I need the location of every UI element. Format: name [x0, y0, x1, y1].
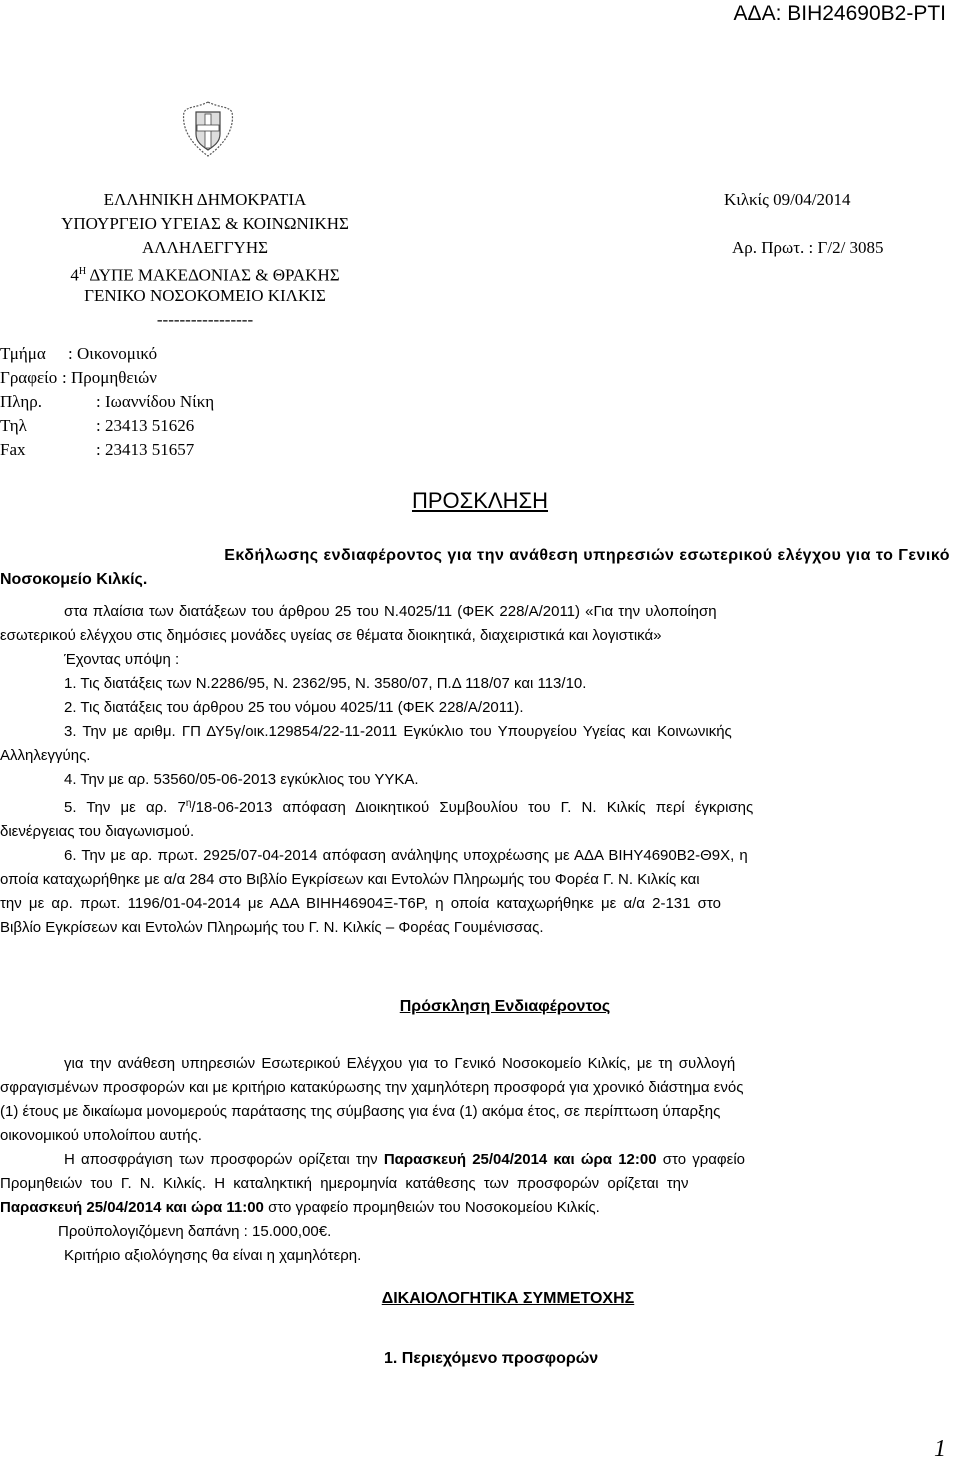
- contact-value: : Ιωαννίδου Νίκη: [96, 392, 215, 411]
- page-title-text: ΠΡΟΣΚΛΗΣΗ: [411, 488, 549, 513]
- contact-row: [0, 342, 420, 366]
- law-line: στα πλαίσια των διατάξεων του άρθρου 25 του Ν.4025/11 (ΦΕΚ 228/Α/2011) «Για την υλοποίηση: [64, 603, 717, 620]
- invitation-heading: [0, 998, 960, 1016]
- opening-paragraph: [0, 1148, 950, 1268]
- section-heading: [384, 1350, 598, 1368]
- list-item-text: 5. Την με αρ. 7: [64, 799, 186, 816]
- page-number: 1: [934, 1436, 946, 1462]
- paragraph-line: για την ανάθεση υπηρεσιών Εσωτερικού Ελέγχου για το Γενικό Νοσοκομείο Κιλκίς, με τη συλλογή: [64, 1055, 736, 1072]
- invitation-heading-text: Πρόσκληση Ενδιαφέροντος: [399, 998, 611, 1015]
- paragraph-line: οικονομικού υπολοίπου αυτής.: [0, 1127, 202, 1144]
- document-date: Κιλκίς 09/04/2014: [724, 190, 851, 209]
- list-item: 3. Την με αριθμ. ΓΠ ΔΥ5γ/οικ.129854/22-11-2011 Εγκύκλιο του Υπουργείου Υγείας και Κοινωνικής: [64, 723, 732, 740]
- list-item-cont: Αλληλεγγύης.: [0, 747, 91, 764]
- contact-label: Γραφείο: [0, 368, 58, 387]
- header-hospital: ΓΕΝΙΚΟ ΝΟΣΟΚΟΜΕΙΟ ΚΙΛΚΙΣ: [84, 286, 326, 305]
- contact-row: [0, 438, 420, 462]
- considering-label: Έχοντας υπόψη :: [64, 651, 180, 668]
- documents-heading-text: ΔΙΚΑΙΟΛΟΓΗΤΙΚΑ ΣΥΜΜΕΤΟΧΗΣ: [381, 1290, 635, 1307]
- paragraph-line: [0, 1196, 950, 1220]
- paragraph-line: σφραγισμένων προσφορών και με κριτήριο κατακύρωσης την χαμηλότερη προσφορά για χρονικό διάστημα ενός: [0, 1079, 744, 1096]
- header-region-num: 4: [70, 265, 79, 285]
- list-item: 6. Την με αρ. πρωτ. 2925/07-04-2014 απόφαση ανάληψης υποχρέωσης με ΑΔΑ ΒΙΗΥ4690Β2-Θ9Χ, η: [64, 847, 748, 864]
- legal-basis: [0, 600, 950, 940]
- list-item-cont: διενέργειας του διαγωνισμού.: [0, 823, 195, 840]
- contact-row: [0, 414, 420, 438]
- contact-label: Πληρ.: [0, 392, 42, 411]
- subtitle-line: Νοσοκομείο Κιλκίς.: [0, 571, 148, 588]
- criterion-line: Κριτήριο αξιολόγησης θα είναι η χαμηλότερη.: [64, 1247, 362, 1264]
- paragraph-line: [0, 1148, 950, 1172]
- header-region: [0, 260, 410, 284]
- list-item: 1. Τις διατάξεις των Ν.2286/95, Ν. 2362/95, Ν. 3580/07, Π.Δ 118/07 και 113/10.: [64, 675, 587, 692]
- subtitle-line: Εκδήλωσης ενδιαφέροντος για την ανάθεση υπηρεσιών εσωτερικού ελέγχου για το Γενικό: [224, 547, 950, 564]
- ada-code: ΑΔΑ: ΒΙΗ24690Β2-ΡΤΙ: [733, 2, 946, 25]
- contacts-block: [0, 342, 420, 462]
- header-block: [0, 188, 410, 332]
- list-item-cont: Βιβλίο Εγκρίσεων και Εντολών Πληρωμής του Γ. Ν. Κιλκίς – Φορέας Γουμένισσας.: [0, 919, 544, 936]
- paragraph-line: Προμηθειών του Γ. Ν. Κιλκίς. Η καταληκτική ημερομηνία κατάθεσης των προσφορών ορίζεται την: [0, 1175, 689, 1192]
- contact-row: [0, 366, 420, 390]
- contact-row: [0, 390, 420, 414]
- contact-value: : 23413 51657: [96, 440, 195, 459]
- deadline-date: Παρασκευή 25/04/2014 και ώρα 11:00: [0, 1199, 264, 1216]
- list-item-text: /18-06-2013 απόφαση Διοικητικού Συμβουλίου του Γ. Ν. Κιλκίς περί έγκρισης: [191, 799, 754, 816]
- paragraph-line: (1) έτους με δικαίωμα μονομερούς παράτασης της σύμβασης για ένα (1) ακόμα έτος, σε περίπτωση ύπαρξης: [0, 1103, 721, 1120]
- budget-line: Προϋπολογιζόμενη δαπάνη : 15.000,00€.: [58, 1223, 332, 1240]
- header-ministry-cont: ΑΛΛΗΛΕΓΓΥΗΣ: [141, 238, 269, 257]
- contact-label: Fax: [0, 440, 26, 459]
- list-item-cont: οποία καταχωρήθηκε με α/α 284 στο Βιβλίο Εγκρίσεων και Εντολών Πληρωμής του Φορέα Γ. Ν. Κιλκίς και: [0, 871, 700, 888]
- list-item: 4. Την με αρ. 53560/05-06-2013 εγκύκλιος του ΥΥΚΑ.: [64, 771, 419, 788]
- opening-date: Παρασκευή 25/04/2014 και ώρα 12:00: [383, 1151, 657, 1168]
- list-item: [0, 792, 950, 820]
- protocol-number: Αρ. Πρωτ. : Γ/2/ 3085: [732, 238, 884, 257]
- paragraph-text: στο γραφείο προμηθειών του Νοσοκομείου Κιλκίς.: [263, 1199, 600, 1216]
- contact-value: : Προμηθειών: [62, 368, 157, 387]
- list-item-sup: η: [185, 798, 192, 809]
- contact-label: Τμήμα: [0, 344, 46, 363]
- contact-value: : Οικονομικό: [68, 344, 158, 363]
- invitation-paragraph: [0, 1052, 950, 1148]
- contact-value: : 23413 51626: [96, 416, 195, 435]
- header-ministry: ΥΠΟΥΡΓΕΙΟ ΥΓΕΙΑΣ & ΚΟΙΝΩΝΙΚΗΣ: [61, 214, 349, 233]
- greek-coat-of-arms-icon: [176, 98, 240, 162]
- contact-label: Τηλ: [0, 416, 27, 435]
- paragraph-text: Η αποσφράγιση των προσφορών ορίζεται την: [64, 1151, 384, 1168]
- section-heading-text: 1. Περιεχόμενο προσφορών: [384, 1350, 599, 1367]
- page-title: [0, 488, 960, 514]
- header-region-name: ΔΥΠΕ ΜΑΚΕΔΟΝΙΑΣ & ΘΡΑΚΗΣ: [89, 265, 340, 285]
- law-line: εσωτερικού ελέγχου στις δημόσιες μονάδες υγείας σε θέματα διοικητικά, διαχειριστικά και λογιστικά»: [0, 627, 662, 644]
- header-region-sup: Η: [78, 266, 87, 277]
- list-item-cont: την με αρ. πρωτ. 1196/01-04-2014 με ΑΔΑ ΒΙΗΗ46904Ξ-Τ6Ρ, η οποία καταχωρήθηκε με α/α 2-131 στο: [0, 895, 721, 912]
- documents-heading: [0, 1290, 960, 1308]
- subtitle-block: [0, 544, 950, 592]
- header-republic: ΕΛΛΗΝΙΚΗ ΔΗΜΟΚΡΑΤΙΑ: [103, 190, 307, 209]
- paragraph-text: στο γραφείο: [656, 1151, 746, 1168]
- list-item: 2. Τις διατάξεις του άρθρου 25 του νόμου 4025/11 (ΦΕΚ 228/Α/2011).: [64, 699, 524, 716]
- header-separator: -----------------: [156, 310, 254, 329]
